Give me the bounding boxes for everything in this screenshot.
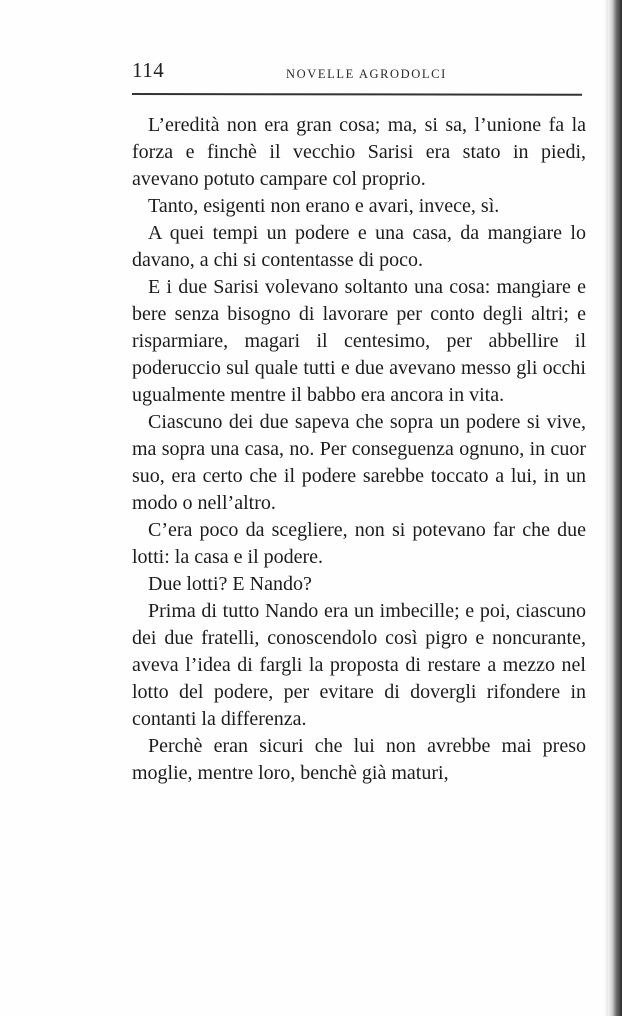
paragraph: A quei tempi un podere e una casa, da mangiare lo davano, a chi si contentasse di poco. (132, 222, 586, 271)
body-text (132, 112, 586, 787)
page-edge-shadow (608, 0, 622, 1016)
paragraph: L’eredità non era gran cosa; ma, si sa, l’unione fa la forza e finchè il vecchio Sarisi era stato in piedi, avevano potuto campare col proprio. (132, 114, 586, 190)
page-number: 114 (132, 58, 165, 82)
paragraph: Ciascuno dei due sapeva che sopra un podere si vive, ma sopra una casa, no. Per conseguenza ognuno, in cuor suo, era certo che il podere sarebbe toccato a lui, in un modo o nell’altro. (132, 411, 586, 514)
header-rule (132, 93, 582, 95)
paragraph: Prima di tutto Nando era un imbecille; e poi, ciascuno dei due fratelli, conoscendolo così pigro e noncurante, aveva l’idea di fargli la proposta di restare a mezzo nel lotto del podere, per evitare di dovergli rifondere in contanti la differenza. (132, 600, 586, 730)
paragraph: E i due Sarisi volevano soltanto una cosa: mangiare e bere senza bisogno di lavorare per conto degli altri; e risparmiare, magari il centesimo, per abbellire il poderuccio sul quale tutti e due avevano messo gli occhi ugualmente mentre il babbo era ancora in vita. (132, 276, 586, 406)
paragraph: Perchè eran sicuri che lui non avrebbe mai preso moglie, mentre loro, benchè già maturi, (132, 735, 586, 784)
paragraph: Due lotti? E Nando? (148, 573, 312, 595)
paragraph: Tanto, esigenti non erano e avari, invece, sì. (148, 195, 500, 217)
running-title: NOVELLE AGRODOLCI (286, 67, 447, 81)
paragraph: C’era poco da scegliere, non si potevano far che due lotti: la casa e il podere. (132, 519, 586, 568)
